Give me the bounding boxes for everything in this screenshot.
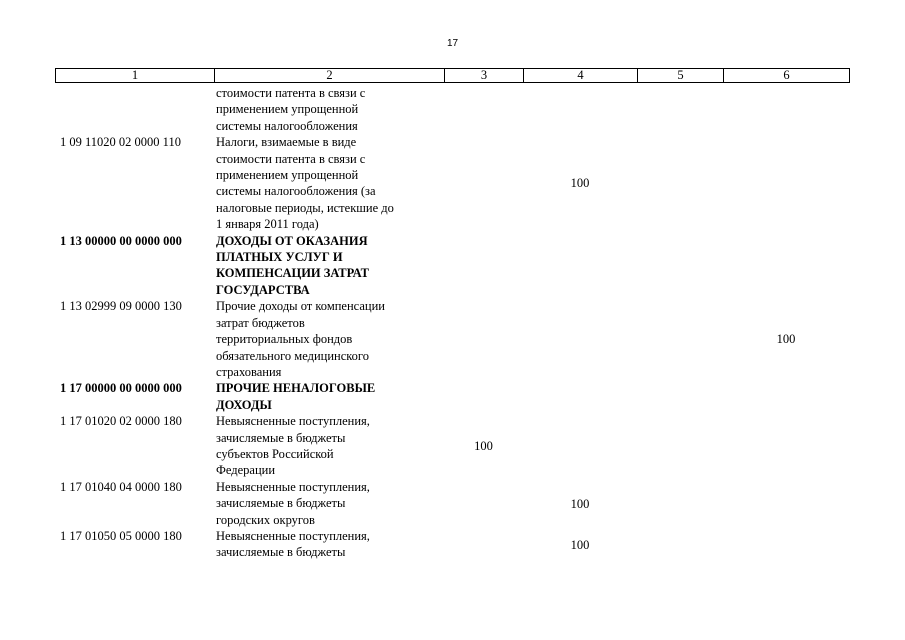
page-number: 17 xyxy=(446,38,459,49)
header-col-6: 6 xyxy=(724,69,850,82)
row-value-col-4: 100 xyxy=(570,537,590,552)
row-value-col-3: 100 xyxy=(474,439,493,454)
row-name: Невыясненные поступления, зачисляемые в бюджеты субъектов Российской Федерации xyxy=(216,414,370,478)
row-value-col-4: 100 xyxy=(570,176,590,191)
row-values xyxy=(444,380,850,413)
row-name: Невыясненные поступления, зачисляемые в бюджеты городских округов xyxy=(216,479,370,527)
table-row xyxy=(60,298,850,380)
row-code: 1 13 00000 00 0000 000 xyxy=(60,233,182,248)
row-values xyxy=(444,528,850,561)
row-code: 1 17 00000 00 0000 000 xyxy=(60,381,182,396)
row-values xyxy=(444,134,850,232)
table-row xyxy=(60,233,850,299)
row-name: Прочие доходы от компенсации затрат бюджетов территориальных фондов обязательного медицинского страхования xyxy=(216,299,385,379)
header-col-2: 2 xyxy=(215,69,445,82)
row-values xyxy=(444,85,850,134)
table-row xyxy=(60,413,850,479)
row-name: стоимости патента в связи с применением упрощенной системы налогообложения xyxy=(216,86,366,133)
table-header-row xyxy=(55,68,850,83)
table-row xyxy=(60,528,850,561)
row-code: 1 17 01050 05 0000 180 xyxy=(60,528,182,543)
row-name: Невыясненные поступления, зачисляемые в бюджеты xyxy=(216,528,370,560)
row-values xyxy=(444,479,850,528)
header-col-4: 4 xyxy=(524,69,638,82)
row-name: ПРОЧИЕ НЕНАЛОГОВЫЕ ДОХОДЫ xyxy=(216,381,376,412)
row-values xyxy=(444,413,850,479)
row-name: ДОХОДЫ ОТ ОКАЗАНИЯ ПЛАТНЫХ УСЛУГ И КОМПЕНСАЦИИ ЗАТРАТ ГОСУДАРСТВА xyxy=(216,233,369,297)
row-code: 1 09 11020 02 0000 110 xyxy=(60,135,181,150)
table-row xyxy=(60,85,850,134)
row-code xyxy=(60,85,216,134)
table-body xyxy=(60,85,850,561)
header-col-3: 3 xyxy=(445,69,524,82)
row-code: 1 17 01020 02 0000 180 xyxy=(60,414,182,429)
row-value-col-4: 100 xyxy=(570,496,590,511)
table-row xyxy=(60,134,850,232)
header-col-1: 1 xyxy=(56,69,215,82)
row-code: 1 13 02999 09 0000 130 xyxy=(60,299,182,314)
table-row xyxy=(60,380,850,413)
row-name: Налоги, взимаемые в виде стоимости патента в связи с применением упрощенной системы налогообложения (за налоговые периоды, истекшие до 1 января 2011 года) xyxy=(216,135,394,232)
row-value-col-6: 100 xyxy=(776,332,796,347)
row-values xyxy=(444,233,850,299)
table-row xyxy=(60,479,850,528)
row-values xyxy=(444,298,850,380)
row-code: 1 17 01040 04 0000 180 xyxy=(60,479,182,494)
header-col-5: 5 xyxy=(638,69,724,82)
